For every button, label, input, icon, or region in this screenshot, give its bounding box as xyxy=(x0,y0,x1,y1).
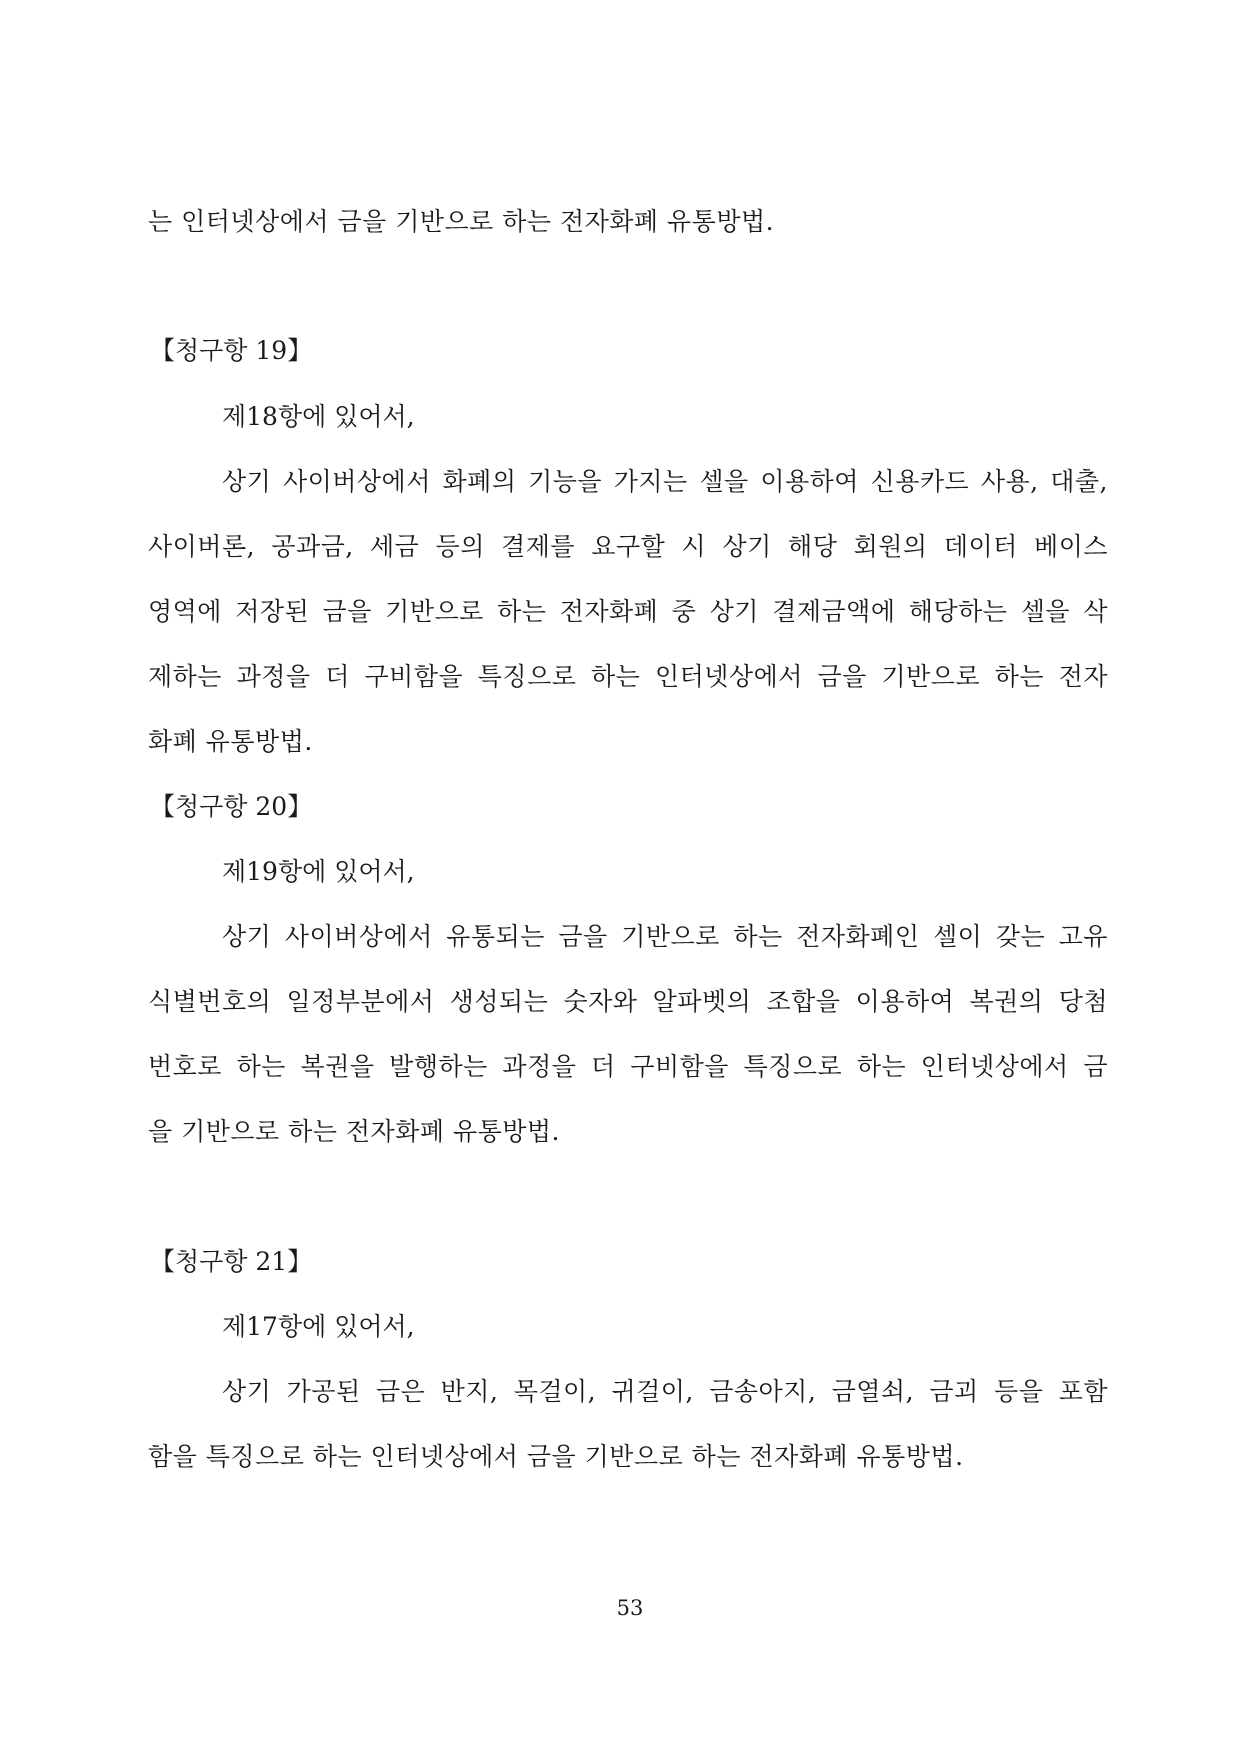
claim-20-body-line-3: 번호로 하는 복권을 발행하는 과정을 더 구비함을 특징으로 하는 인터넷상에서 금 xyxy=(148,1052,1108,1081)
claim-19-body-line-2: 사이버론, 공과금, 세금 등의 결제를 요구할 시 상기 해당 회원의 데이터 베이스 xyxy=(148,532,1108,561)
claim-19-body-line-4: 제하는 과정을 더 구비함을 특징으로 하는 인터넷상에서 금을 기반으로 하는 전자 xyxy=(148,662,1108,691)
claim-21-body-line-1: 상기 가공된 금은 반지, 목걸이, 귀걸이, 금송아지, 금열쇠, 금괴 등을 포함 xyxy=(222,1377,1108,1406)
claim-21-body-line-2: 함을 특징으로 하는 인터넷상에서 금을 기반으로 하는 전자화폐 유통방법. xyxy=(148,1442,964,1471)
page-number: 53 xyxy=(616,1596,644,1620)
claim-21-heading: 【청구항 21】 xyxy=(150,1247,313,1276)
continuation-line: 는 인터넷상에서 금을 기반으로 하는 전자화폐 유통방법. xyxy=(148,207,775,236)
claim-19-body-line-5: 화폐 유통방법. xyxy=(148,727,313,756)
claim-21-reference: 제17항에 있어서, xyxy=(222,1312,415,1341)
claim-20-reference: 제19항에 있어서, xyxy=(222,857,415,886)
claim-20-body-line-4: 을 기반으로 하는 전자화폐 유통방법. xyxy=(148,1117,560,1146)
claim-20-body-line-2: 식별번호의 일정부분에서 생성되는 숫자와 알파벳의 조합을 이용하여 복권의 당첨 xyxy=(148,987,1108,1016)
claim-20-body-line-1: 상기 사이버상에서 유통되는 금을 기반으로 하는 전자화폐인 셀이 갖는 고유 xyxy=(222,922,1108,951)
claim-19-heading: 【청구항 19】 xyxy=(150,336,313,365)
claim-20-heading: 【청구항 20】 xyxy=(150,792,313,821)
claim-19-body-line-3: 영역에 저장된 금을 기반으로 하는 전자화폐 중 상기 결제금액에 해당하는 셀을 삭 xyxy=(148,597,1108,626)
claim-19-body-line-1: 상기 사이버상에서 화폐의 기능을 가지는 셀을 이용하여 신용카드 사용, 대출, xyxy=(222,467,1108,496)
claim-19-reference: 제18항에 있어서, xyxy=(222,402,415,431)
